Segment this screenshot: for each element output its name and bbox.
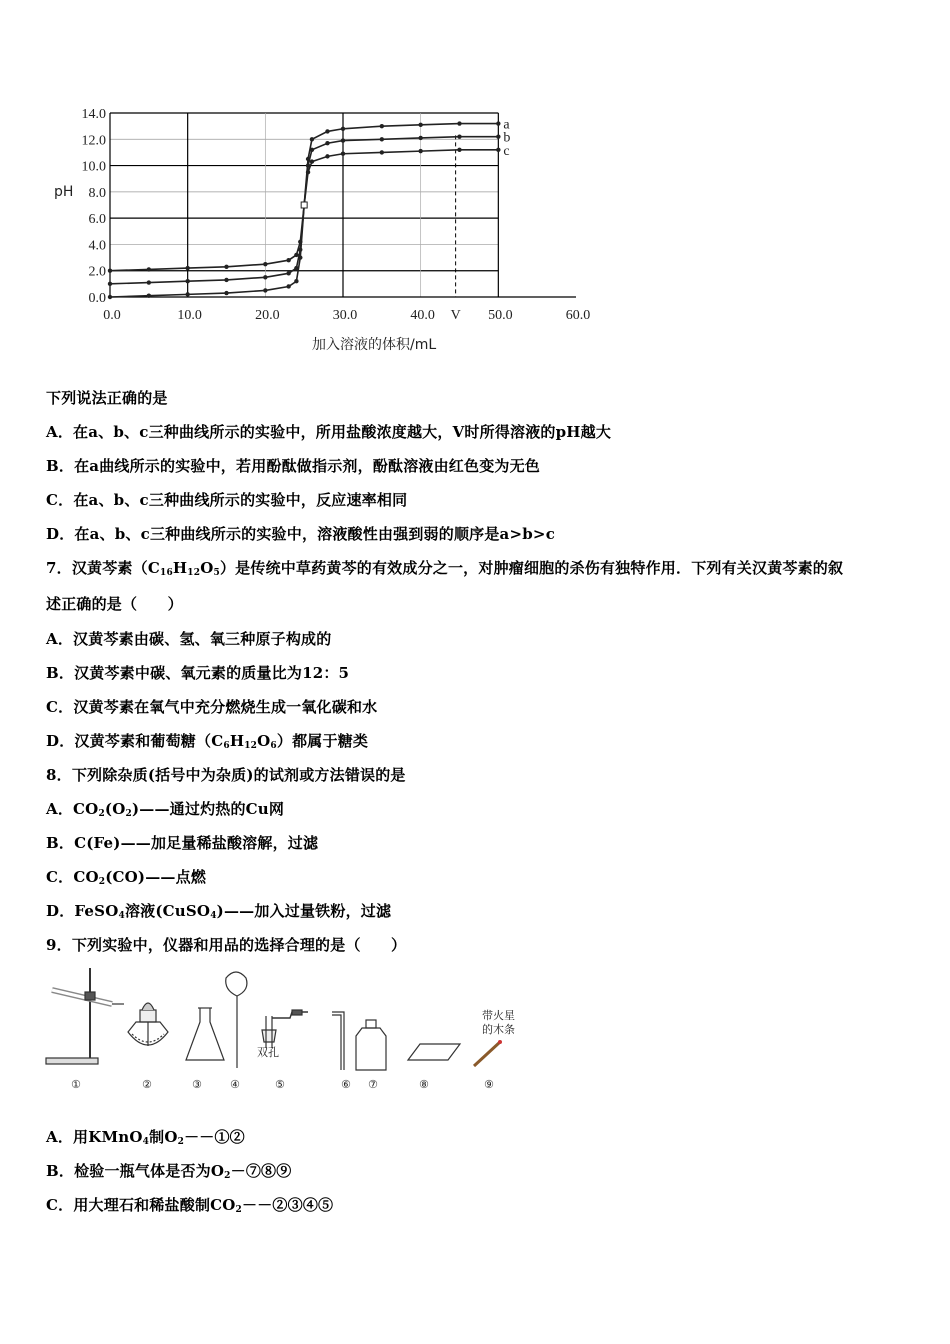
q8-a-pre: A．CO bbox=[46, 800, 99, 818]
q7-stem-line1 bbox=[46, 557, 843, 578]
q7-d-sub-c: 6 bbox=[223, 741, 230, 751]
q8-c-pre: C．CO bbox=[46, 868, 99, 886]
apparatus-label-2: ② bbox=[142, 1078, 152, 1091]
apparatus-label-4: ④ bbox=[230, 1078, 240, 1091]
series-label-c: c bbox=[503, 143, 510, 159]
y-tick-label: 2.0 bbox=[88, 264, 106, 280]
equivalence-point-marker bbox=[301, 202, 307, 208]
long-neck-funnel-icon bbox=[226, 972, 247, 1068]
q8-a-post: )——通过灼热的Cu网 bbox=[131, 800, 285, 818]
data-point-b bbox=[224, 278, 228, 282]
q9-a-pre: A．用KMnO bbox=[46, 1128, 143, 1146]
q9-b-sub1: 2 bbox=[224, 1171, 231, 1181]
q8-a-sub2: 2 bbox=[125, 809, 132, 819]
q9-a-mid: 制O bbox=[149, 1128, 178, 1146]
apparatus-label-1: ① bbox=[71, 1078, 81, 1091]
apparatus-label-6: ⑥ bbox=[341, 1078, 351, 1091]
q7-d-sub-o: 6 bbox=[270, 741, 277, 751]
y-tick-label: 12.0 bbox=[81, 133, 106, 149]
data-point-b bbox=[286, 271, 290, 275]
q8-c-post: (CO)——点燃 bbox=[105, 868, 207, 886]
q7-sub-o: 5 bbox=[213, 568, 220, 578]
q8-option-a[interactable] bbox=[46, 798, 284, 819]
conical-flask-icon bbox=[186, 1008, 224, 1060]
y-tick-label: 6.0 bbox=[88, 212, 106, 228]
x-tick-label: 50.0 bbox=[488, 308, 513, 323]
data-point-c bbox=[224, 265, 228, 269]
chart-series bbox=[108, 118, 511, 300]
x-axis-label: 加入溶液的体积/mL bbox=[312, 337, 437, 353]
data-point-c bbox=[380, 150, 384, 154]
q9-c-pre: C．用大理石和稀盐酸制CO bbox=[46, 1196, 236, 1214]
q9-c-post: －－②③④⑤ bbox=[242, 1196, 334, 1214]
series-label-b: b bbox=[503, 130, 511, 146]
series-line-c bbox=[110, 150, 498, 271]
series-label-a: a bbox=[503, 117, 510, 133]
q9-option-c[interactable] bbox=[46, 1194, 333, 1215]
x-tick-label: 10.0 bbox=[177, 308, 202, 323]
data-point-a bbox=[418, 123, 422, 127]
q8-d-mid: 溶液(CuSO bbox=[124, 902, 211, 920]
data-point-a bbox=[224, 291, 228, 295]
q7-h: H bbox=[172, 559, 188, 577]
x-tick-label: 40.0 bbox=[410, 308, 435, 323]
q9-option-b[interactable] bbox=[46, 1160, 291, 1181]
gas-collecting-bottle-icon bbox=[356, 1020, 386, 1070]
q7-sub-c: 16 bbox=[159, 568, 173, 578]
data-point-c bbox=[496, 148, 500, 152]
data-point-c bbox=[286, 258, 290, 262]
data-point-c bbox=[298, 240, 302, 244]
data-point-c bbox=[310, 159, 314, 163]
q6-option-b[interactable]: B．在a曲线所示的实验中，若用酚酞做指示剂，酚酞溶液由红色变为无色 bbox=[46, 457, 541, 475]
data-point-c bbox=[418, 149, 422, 153]
data-point-b bbox=[418, 136, 422, 140]
q7-stem-line2: 述正确的是（ ） bbox=[46, 595, 183, 613]
q8-d-sub2: 4 bbox=[210, 911, 217, 921]
q8-d-pre: D．FeSO bbox=[46, 902, 119, 920]
data-point-c bbox=[108, 269, 112, 273]
lab-apparatus-figure bbox=[40, 960, 540, 1095]
q8-option-d[interactable] bbox=[46, 900, 391, 921]
data-point-a bbox=[310, 137, 314, 141]
q9-c-sub1: 2 bbox=[235, 1205, 243, 1215]
data-point-b bbox=[325, 141, 329, 145]
q7-d-sub-h: 12 bbox=[244, 741, 258, 751]
data-point-a bbox=[457, 121, 461, 125]
y-tick-label: 8.0 bbox=[88, 185, 106, 201]
q8-a-mid: (O bbox=[104, 800, 126, 818]
iron-stand-with-test-tube-icon bbox=[46, 968, 124, 1064]
data-point-c bbox=[185, 266, 189, 270]
q9-a-sub1: 4 bbox=[142, 1137, 150, 1147]
q8-option-b[interactable]: B．C(Fe)——加足量稀盐酸溶解，过滤 bbox=[46, 834, 319, 852]
data-point-a bbox=[147, 293, 151, 297]
q8-option-c[interactable] bbox=[46, 866, 206, 887]
y-tick-label: 10.0 bbox=[81, 159, 106, 175]
shuangkong-label: 双孔 bbox=[257, 1046, 279, 1059]
data-point-a bbox=[325, 129, 329, 133]
q9-b-pre: B．检验一瓶气体是否为O bbox=[46, 1162, 225, 1180]
data-point-c bbox=[325, 154, 329, 158]
q9-option-a[interactable] bbox=[46, 1126, 245, 1147]
data-point-b bbox=[147, 280, 151, 284]
splint-label-line1: 带火星 bbox=[482, 1009, 515, 1022]
q9-b-post: －⑦⑧⑨ bbox=[230, 1162, 292, 1180]
data-point-b bbox=[380, 137, 384, 141]
data-point-a bbox=[496, 121, 500, 125]
q6-option-c[interactable]: C．在a、b、c三种曲线所示的实验中，反应速率相同 bbox=[46, 491, 408, 509]
q7-d-h: H bbox=[229, 732, 245, 750]
q7-option-d[interactable] bbox=[46, 730, 368, 751]
data-point-c bbox=[147, 267, 151, 271]
q7-stem-pre: 7．汉黄芩素（C bbox=[46, 559, 160, 577]
data-point-b bbox=[294, 266, 298, 270]
q8-stem: 8．下列除杂质(括号中为杂质)的试剂或方法错误的是 bbox=[46, 766, 406, 784]
alcohol-lamp-icon bbox=[128, 1003, 168, 1046]
glass-plate-icon bbox=[408, 1044, 460, 1060]
data-point-c bbox=[457, 148, 461, 152]
q6-option-a[interactable]: A．在a、b、c三种曲线所示的实验中，所用盐酸浓度越大，V时所得溶液的pH越大 bbox=[46, 423, 612, 441]
q7-d-pre: D．汉黄芩素和葡萄糖（C bbox=[46, 732, 224, 750]
y-tick-label: 14.0 bbox=[81, 107, 106, 122]
data-point-a bbox=[341, 127, 345, 131]
q7-option-c[interactable]: C．汉黄芩素在氧气中充分燃烧生成一氧化碳和水 bbox=[46, 698, 378, 716]
q6-stem: 下列说法正确的是 bbox=[46, 389, 168, 407]
x-tick-label: 60.0 bbox=[565, 308, 591, 323]
q7-option-b[interactable]: B．汉黄芩素中碳、氧元素的质量比为12：5 bbox=[46, 664, 350, 682]
q8-c-sub1: 2 bbox=[98, 877, 106, 887]
y-tick-label: 4.0 bbox=[88, 238, 106, 254]
data-point-b bbox=[457, 134, 461, 138]
glowing-splint-icon bbox=[474, 1008, 515, 1066]
data-point-a bbox=[263, 288, 267, 292]
q9-a-sub2: 2 bbox=[177, 1137, 185, 1147]
data-point-a bbox=[286, 284, 290, 288]
data-point-c bbox=[306, 170, 310, 174]
q8-a-sub1: 2 bbox=[98, 809, 105, 819]
q9-a-post: －－①② bbox=[184, 1128, 245, 1146]
data-point-c bbox=[263, 262, 267, 266]
data-point-b bbox=[496, 134, 500, 138]
apparatus-label-9: ⑨ bbox=[484, 1078, 494, 1091]
apparatus-label-7: ⑦ bbox=[368, 1078, 378, 1091]
double-hole-stopper-icon bbox=[257, 1010, 308, 1059]
data-point-a bbox=[108, 295, 112, 299]
data-point-c bbox=[294, 253, 298, 257]
data-point-b bbox=[108, 282, 112, 286]
data-point-b bbox=[310, 148, 314, 152]
x-axis-ticks bbox=[103, 308, 590, 323]
apparatus-label-3: ③ bbox=[192, 1078, 202, 1091]
v-marker-label: V bbox=[450, 308, 461, 323]
ph-titration-chart bbox=[40, 95, 620, 360]
data-point-a bbox=[294, 279, 298, 283]
q7-o: O bbox=[200, 559, 214, 577]
y-tick-label: 0.0 bbox=[88, 291, 106, 306]
q7-d-o: O bbox=[257, 732, 271, 750]
data-point-b bbox=[341, 138, 345, 142]
apparatus-label-8: ⑧ bbox=[419, 1078, 429, 1091]
q7-stem-post: ）是传统中草药黄芩的有效成分之一，对肿瘤细胞的杀伤有独特作用．下列有关汉黄芩素的叙 bbox=[219, 559, 844, 577]
data-point-a bbox=[185, 292, 189, 296]
data-point-b bbox=[185, 279, 189, 283]
q8-d-post: )——加入过量铁粉，过滤 bbox=[216, 902, 392, 920]
q7-option-a[interactable]: A．汉黄芩素由碳、氢、氧三种原子构成的 bbox=[46, 630, 332, 648]
splint-label-line2: 的木条 bbox=[482, 1023, 515, 1036]
x-tick-label: 20.0 bbox=[255, 308, 280, 323]
q8-d-sub1: 4 bbox=[118, 911, 125, 921]
q7-d-post: ）都属于糖类 bbox=[276, 732, 369, 750]
y-axis-label: pH bbox=[54, 184, 74, 200]
data-point-b bbox=[263, 275, 267, 279]
bent-glass-tube-icon bbox=[332, 1012, 344, 1070]
data-point-c bbox=[341, 152, 345, 156]
q6-option-d[interactable]: D．在a、b、c三种曲线所示的实验中，溶液酸性由强到弱的顺序是a>b>c bbox=[46, 525, 556, 543]
y-axis-ticks bbox=[82, 107, 107, 306]
x-tick-label: 0.0 bbox=[103, 308, 121, 323]
q9-stem: 9．下列实验中，仪器和用品的选择合理的是（ ） bbox=[46, 936, 407, 954]
data-point-a bbox=[380, 124, 384, 128]
apparatus-label-5: ⑤ bbox=[275, 1078, 285, 1091]
x-tick-label: 30.0 bbox=[332, 308, 358, 323]
q7-sub-h: 12 bbox=[187, 568, 201, 578]
